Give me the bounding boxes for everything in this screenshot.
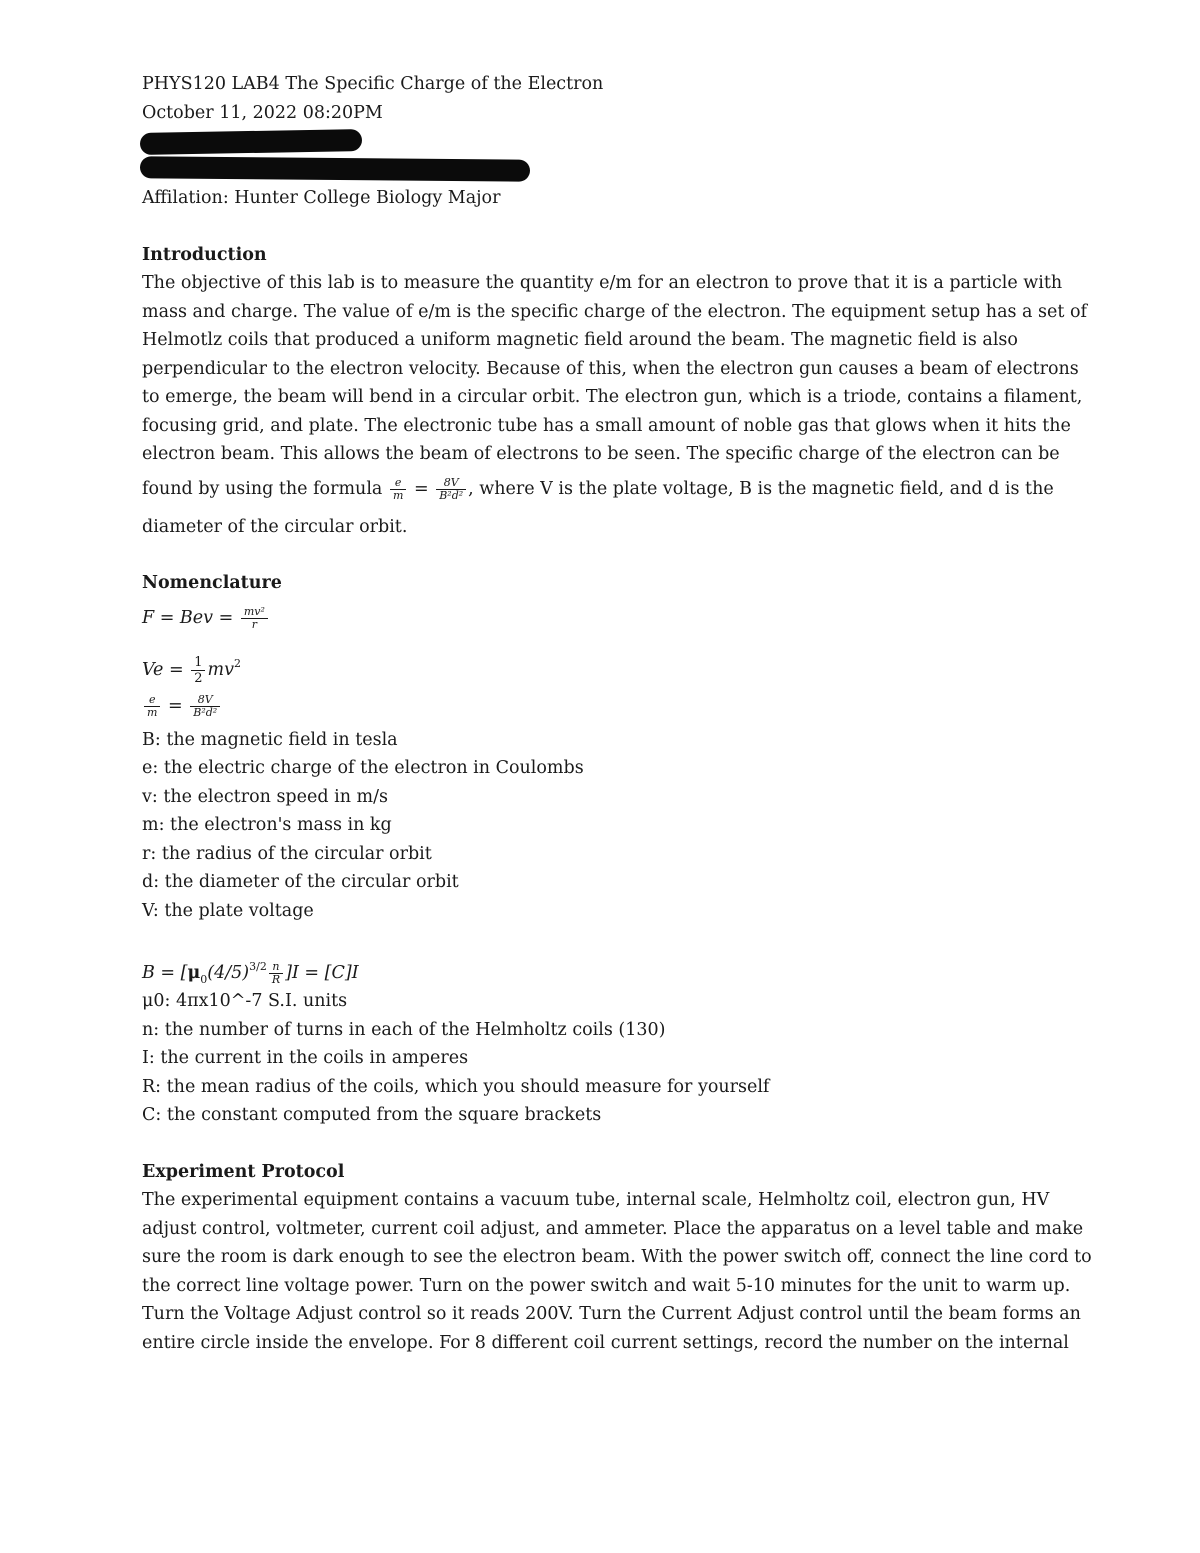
definition-item: m: the electron's mass in kg [142,815,392,835]
definition-item: V: the plate voltage [142,900,314,921]
fraction-denominator: m [392,488,404,502]
protocol-line: entire circle inside the envelope. For 8 different coil current settings, record the number on the internal [142,1332,1069,1353]
fraction-numerator: 1 [191,655,205,671]
equation-left: F = Bev = [142,607,234,628]
intro-line: diameter of the circular orbit. [142,516,408,537]
mu-symbol: μ [187,963,201,983]
protocol-heading: Experiment Protocol [142,1161,345,1182]
intro-line: mass and charge. The value of e/m is the specific charge of the electron. The equipment setup has a set of [142,301,1087,322]
energy-equation [142,644,1062,684]
specific-charge-equation [142,686,1062,726]
half-fraction [191,655,205,686]
equation-left: B = [ [142,963,188,983]
mu-subscript: 0 [200,973,208,986]
constant-item: I: the current in the coils in amperes [142,1048,469,1068]
mv2-over-r-fraction [241,606,268,631]
fraction-numerator: n [269,961,283,974]
redacted-line-1 [142,127,1062,156]
fraction-denominator: R [271,973,281,986]
fraction-denominator: B²d² [193,705,218,719]
intro-line: Helmotlz coils that produced a uniform magnetic field around the beam. The magnetic field is also [142,330,1018,350]
exponent: 3/2 [249,960,267,973]
document-title: PHYS120 LAB4 The Specific Charge of the Electron [142,74,604,94]
protocol-line: sure the room is dark enough to see the electron beam. With the power switch off, connect the line cord to [142,1247,1092,1267]
formula-suffix: , where V is the plate voltage, B is the magnetic field, and d is the [468,478,1054,499]
protocol-line: adjust control, voltmeter, current coil adjust, and ammeter. Place the apparatus on a level table and make [142,1218,1084,1239]
intro-line: focusing grid, and plate. The electronic tube has a small amount of noble gas that glows when it hits the [142,415,1071,436]
redacted-line-2 [142,156,1062,185]
exponent: 2 [233,656,241,670]
document-page [142,70,1092,1357]
intro-line: perpendicular to the electron velocity. Because of this, when the electron gun causes a beam of electrons [142,358,1079,379]
equation-right: mv [207,659,234,680]
affiliation: Affilation: Hunter College Biology Major [142,188,501,208]
fraction-denominator: 2 [194,670,203,686]
definitions-list [142,726,1062,926]
definition-item: B: the magnetic field in tesla [142,729,398,750]
magnetic-field-equation [142,947,1062,987]
equals-sign: = [168,695,183,716]
intro-formula-line [142,469,1062,513]
document-date: October 11, 2022 08:20PM [142,102,383,123]
constant-item: R: the mean radius of the coils, which you should measure for yourself [142,1076,770,1097]
fraction-denominator: r [251,617,257,631]
equation-left: Ve = [142,659,184,680]
intro-line: The objective of this lab is to measure the quantity e/m for an electron to prove that it is a particle with [142,273,1063,293]
n-over-R-fraction [269,961,283,986]
definition-item: r: the radius of the circular orbit [142,843,432,864]
protocol-line: Turn the Voltage Adjust control so it reads 200V. Turn the Current Adjust control until the beam forms an [142,1304,1081,1324]
specific-charge-fraction [190,694,220,719]
fraction-numerator: e [144,694,160,707]
fraction-denominator: m [147,705,158,719]
protocol-line: the correct line voltage power. Turn on the power switch and wait 5-10 minutes for the unit to warm up. [142,1275,1071,1296]
constants-list [142,987,1062,1130]
definition-item: d: the diameter of the circular orbit [142,872,459,892]
formula-prefix: found by using the formula [142,478,383,499]
fraction-denominator: B²d² [439,488,464,502]
introduction-paragraph [142,269,1087,541]
equation-mid: (4/5) [207,963,250,983]
protocol-paragraph [142,1186,1092,1357]
fraction-numerator: e [390,477,406,490]
constant-item: μ0: 4πx10^-7 S.I. units [142,991,348,1011]
e-over-m-fraction [144,694,160,719]
introduction-heading: Introduction [142,244,267,265]
protocol-line: The experimental equipment contains a vacuum tube, internal scale, Helmholtz coil, electron gun, HV [142,1190,1050,1210]
equals-sign: = [413,478,429,499]
force-equation [142,598,1062,638]
fraction-numerator: 8V [190,694,220,707]
fraction-numerator: mv² [241,606,268,619]
constant-item: C: the constant computed from the square brackets [142,1105,602,1125]
e-over-m-fraction [390,477,406,502]
definition-item: v: the electron speed in m/s [142,786,389,807]
fraction-numerator: 8V [436,477,466,490]
definition-item: e: the electric charge of the electron in Coulombs [142,758,584,778]
specific-charge-fraction [436,477,466,502]
constant-item: n: the number of turns in each of the Helmholtz coils (130) [142,1019,666,1040]
equation-right: ]I = [C]I [285,963,359,983]
intro-line: electron beam. This allows the beam of electrons to be seen. The specific charge of the electron can be [142,444,1060,464]
intro-line: to emerge, the beam will bend in a circular orbit. The electron gun, which is a triode, contains a filament, [142,387,1083,407]
nomenclature-heading: Nomenclature [142,573,282,593]
